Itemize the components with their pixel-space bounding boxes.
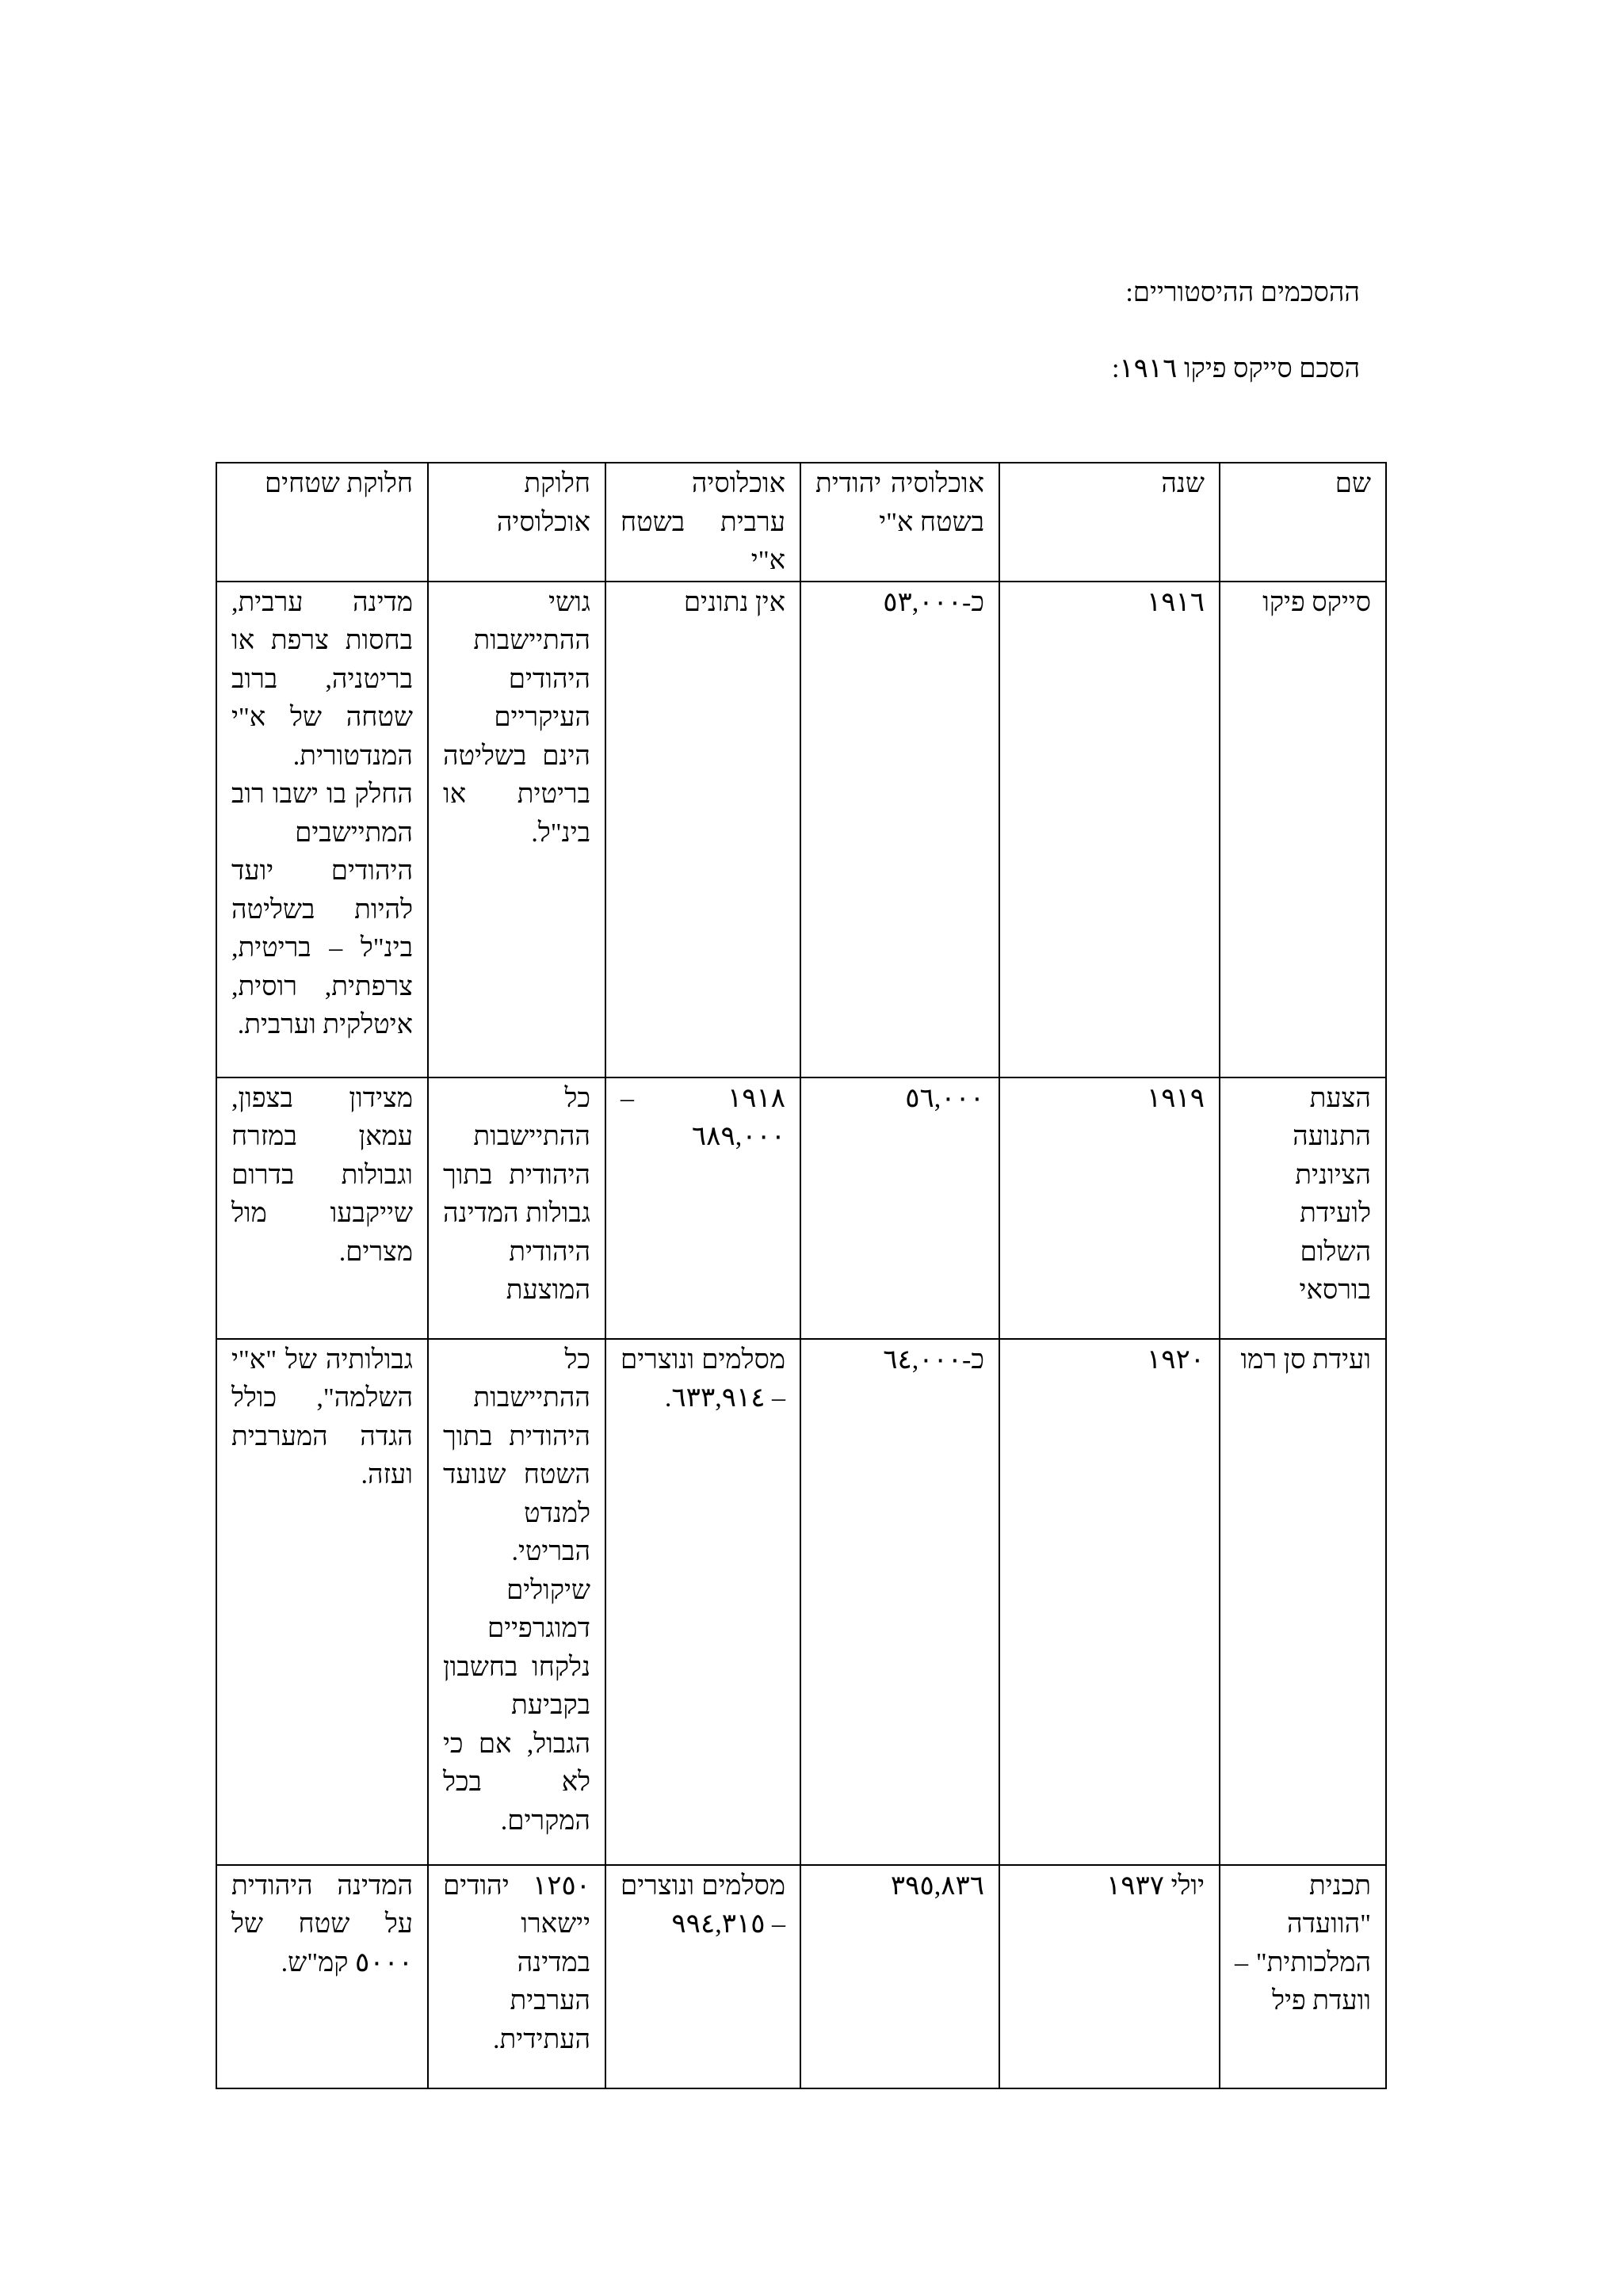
header-arab-population: אוכלוסיה ערבית בשטח א"י (605, 463, 800, 582)
cell-land-division: המדינה היהודית על שטח של ٥٠٠٠ קמ"ש. (216, 1865, 428, 2088)
table-row (216, 1865, 1386, 2088)
table-row (216, 1077, 1386, 1339)
cell-name: ועידת סן רמו (1220, 1339, 1386, 1865)
cell-jewish-population: כ-٦٤,٠٠٠ (800, 1339, 999, 1865)
cell-arab-population: מסלמים ונוצרים – ٩٩٤,٣١٥ (605, 1865, 800, 2088)
cell-year: ١٩١٩ (999, 1077, 1220, 1339)
table-row (216, 1339, 1386, 1865)
cell-arab-population: מסלמים ונוצרים – ٦٣٣,٩١٤. (605, 1339, 800, 1865)
header-population-division: חלוקת אוכלוסיה (428, 463, 605, 582)
header-land-division: חלוקת שטחים (216, 463, 428, 582)
header-jewish-population: אוכלוסיה יהודית בשטח א"י (800, 463, 999, 582)
cell-year: ١٩٢٠ (999, 1339, 1220, 1865)
agreements-table (216, 462, 1387, 2089)
subsection-heading-sykes-picot: הסכם סייקס פיקו ١٩١٦: (1111, 354, 1360, 383)
cell-arab-population: אין נתונים (605, 582, 800, 1077)
table-header-row (216, 463, 1386, 582)
cell-jewish-population: ٥٦,٠٠٠ (800, 1077, 999, 1339)
cell-population-division: ١٢٥٠ יהודים יישארו במדינה הערבית העתידית. (428, 1865, 605, 2088)
cell-year: ١٩١٦ (999, 582, 1220, 1077)
cell-year: יולי ١٩٣٧ (999, 1865, 1220, 2088)
cell-name: סייקס פיקו (1220, 582, 1386, 1077)
cell-jewish-population: ٣٩٥,٨٣٦ (800, 1865, 999, 2088)
header-year: שנה (999, 463, 1220, 582)
table-row (216, 582, 1386, 1077)
cell-arab-population: ١٩١٨ – ٦٨٩,٠٠٠ (605, 1077, 800, 1339)
cell-population-division: כל ההתיישבות היהודית בתוך גבולות המדינה היהודית המוצעת (428, 1077, 605, 1339)
cell-name: הצעת התנועה הציונית לועידת השלום בורסאי (1220, 1077, 1386, 1339)
cell-land-division: מצידון בצפון, עמאן במזרח וגבולות בדרום שייקבעו מול מצרים. (216, 1077, 428, 1339)
cell-name: תכנית "הוועדה המלכותית" – וועדת פיל (1220, 1865, 1386, 2088)
cell-land-division: מדינה ערבית, בחסות צרפת או בריטניה, ברוב שטחה של א"י המנדטורית. החלק בו ישבו רוב המתיישבים היהודים יועד להיות בשליטה בינ"ל – בריטית, צרפתית, רוסית, איטלקית וערבית. (216, 582, 428, 1077)
cell-jewish-population: כ-٥٣,٠٠٠ (800, 582, 999, 1077)
header-name: שם (1220, 463, 1386, 582)
cell-land-division: גבולותיה של "א"י השלמה", כולל הגדה המערבית ועזה. (216, 1339, 428, 1865)
cell-population-division: כל ההתיישבות היהודית בתוך השטח שנועד למנדט הבריטי. שיקולים דמוגרפיים נלקחו בחשבון בקביעת הגבול, אם כי לא בכל המקרים. (428, 1339, 605, 1865)
cell-population-division: גושי ההתיישבות היהודים העיקריים הינם בשליטה בריטית או בינ"ל. (428, 582, 605, 1077)
section-heading-historical-agreements: ההסכמים ההיסטוריים: (1125, 278, 1360, 307)
